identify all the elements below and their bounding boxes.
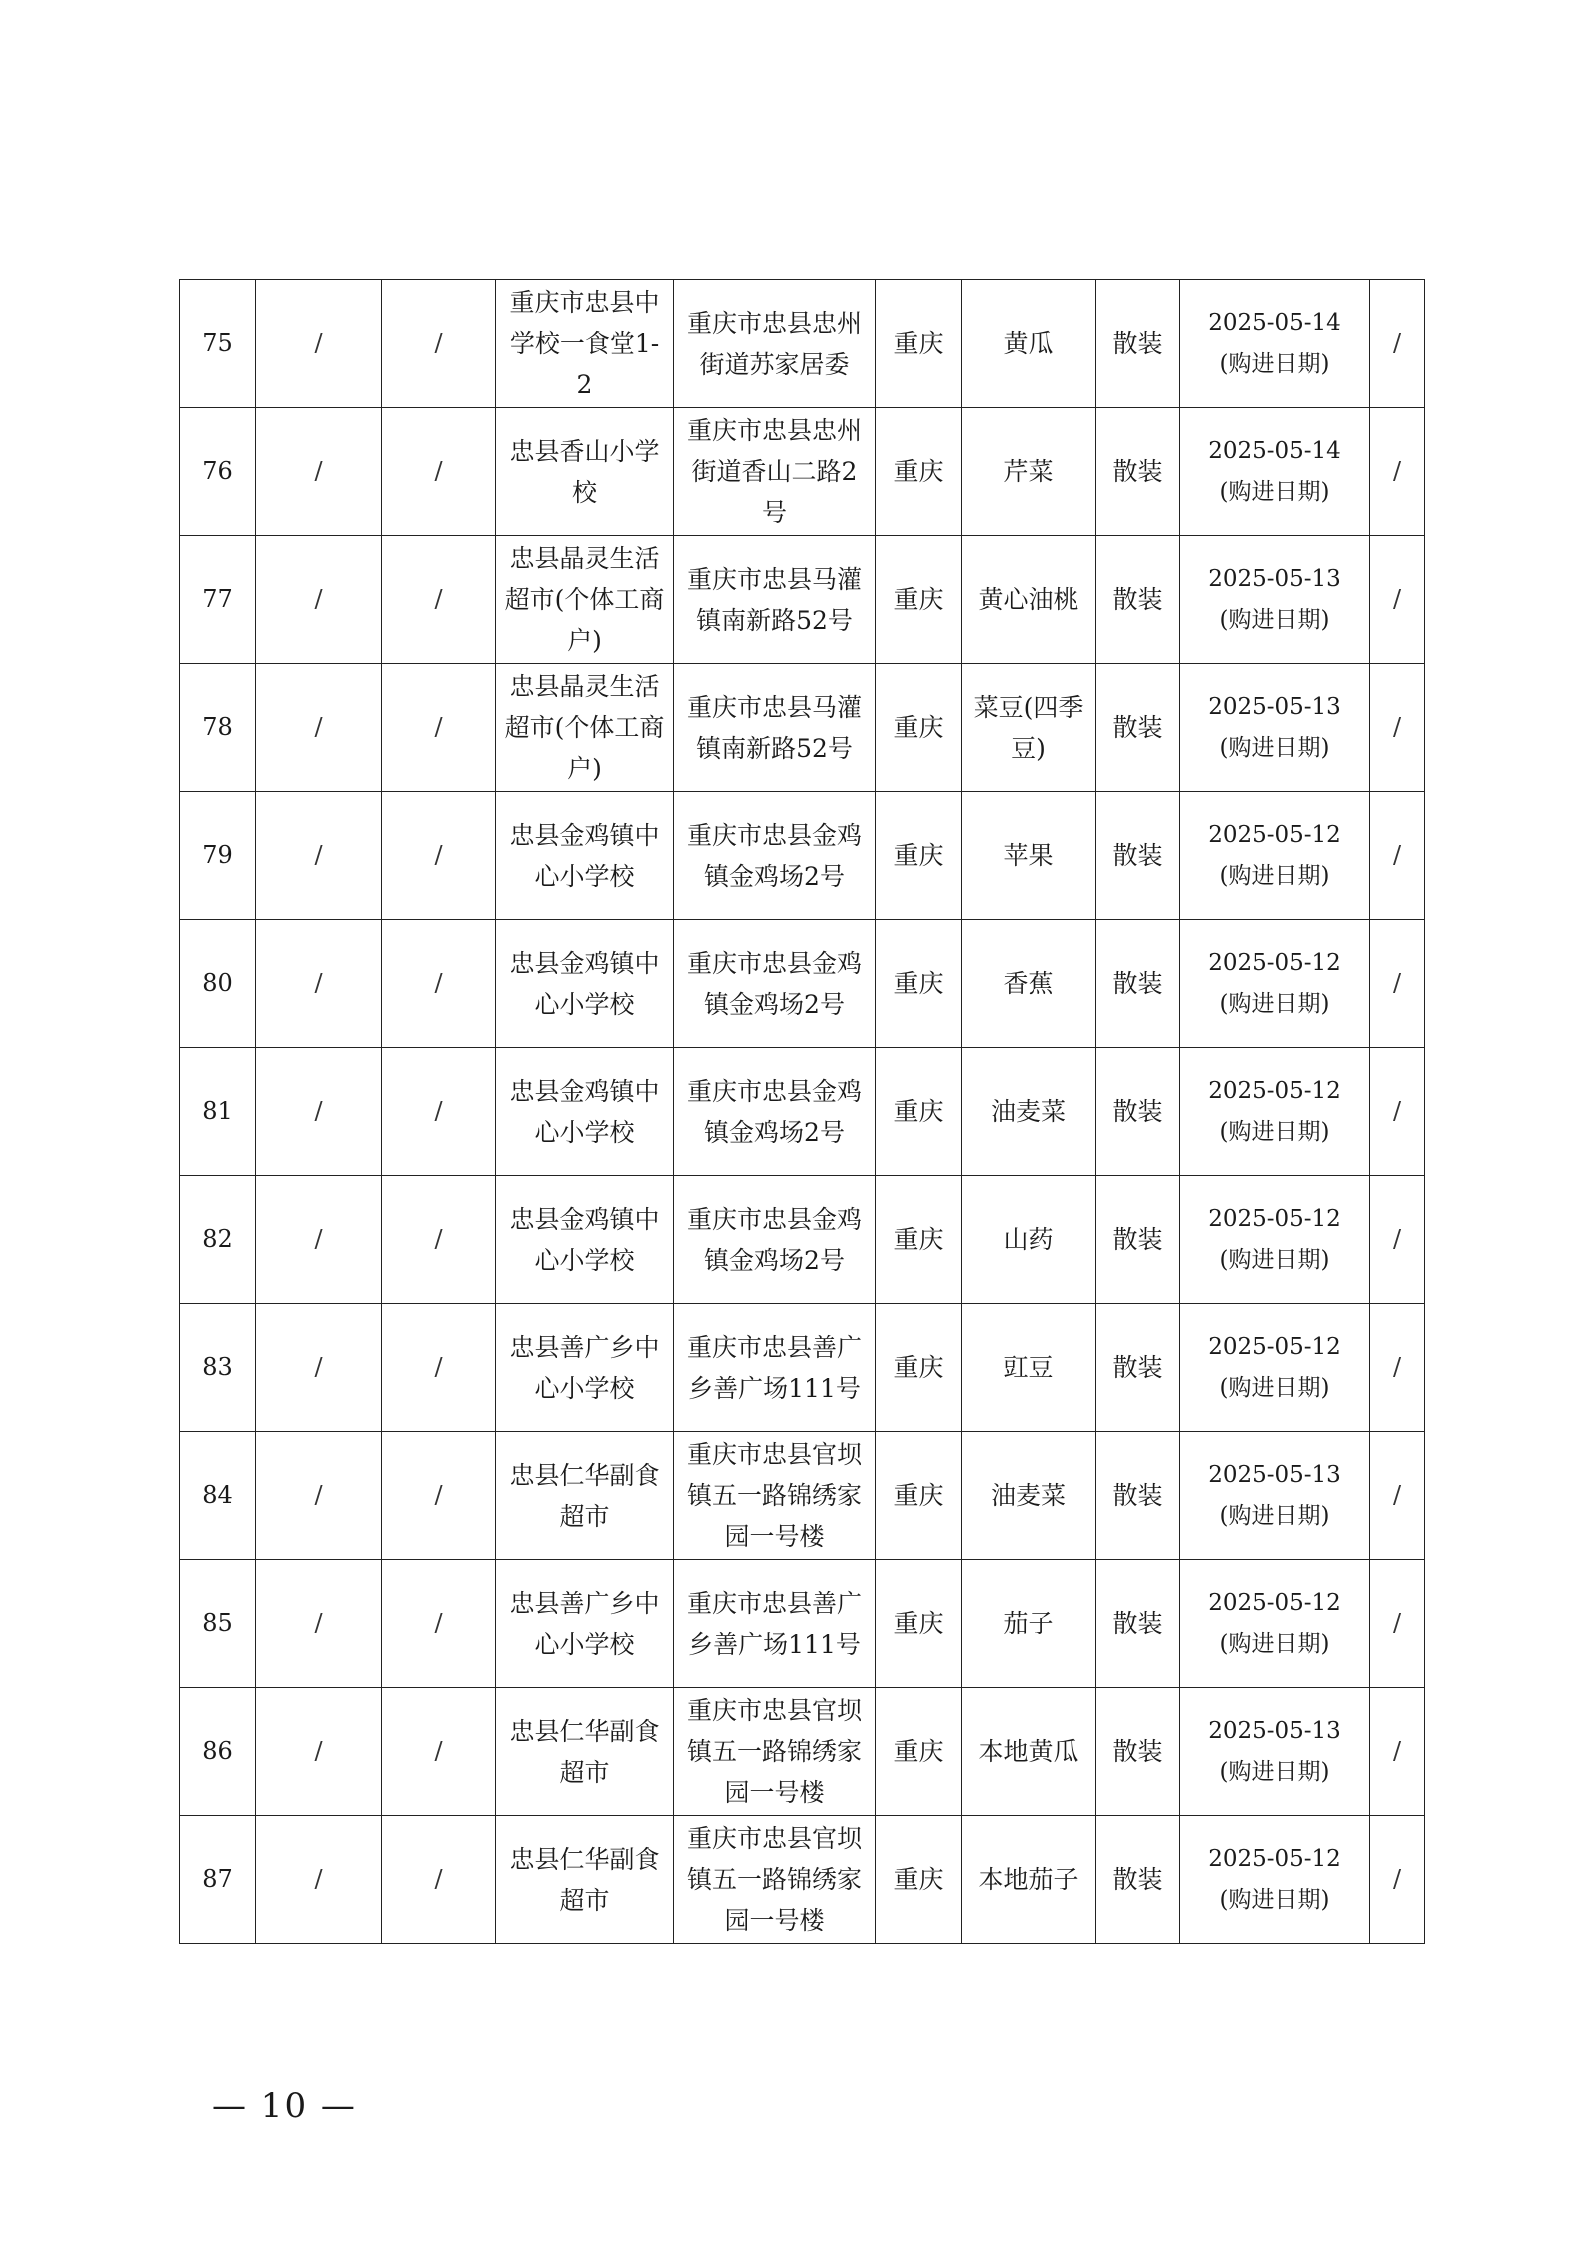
- cell-sampled-unit: 忠县香山小学校: [496, 408, 674, 536]
- cell-column-2: /: [256, 664, 382, 792]
- date-note: (购进日期): [1219, 862, 1330, 889]
- cell-region: 重庆: [876, 664, 962, 792]
- date-value: 2025-05-14: [1208, 309, 1341, 336]
- cell-column-3: /: [382, 408, 496, 536]
- date-value: 2025-05-12: [1208, 1077, 1341, 1104]
- cell-date: [1180, 1816, 1370, 1944]
- cell-date: [1180, 1560, 1370, 1688]
- cell-sampled-unit: 忠县晶灵生活超市(个体工商户): [496, 664, 674, 792]
- date-note: (购进日期): [1219, 1118, 1330, 1145]
- cell-column-3: /: [382, 664, 496, 792]
- sampling-results-table: [179, 279, 1425, 1944]
- cell-column-2: /: [256, 1048, 382, 1176]
- date-note: (购进日期): [1219, 606, 1330, 633]
- cell-serial-number: 75: [180, 280, 256, 408]
- cell-packaging: 散装: [1096, 1688, 1180, 1816]
- cell-region: 重庆: [876, 1816, 962, 1944]
- cell-region: 重庆: [876, 536, 962, 664]
- date-note: (购进日期): [1219, 1502, 1330, 1529]
- cell-packaging: 散装: [1096, 1048, 1180, 1176]
- cell-column-3: /: [382, 536, 496, 664]
- cell-column-3: /: [382, 792, 496, 920]
- cell-unit-address: 重庆市忠县官坝镇五一路锦绣家园一号楼: [674, 1816, 876, 1944]
- date-note: (购进日期): [1219, 734, 1330, 761]
- cell-sampled-unit: 忠县金鸡镇中心小学校: [496, 920, 674, 1048]
- date-value: 2025-05-12: [1208, 1333, 1341, 1360]
- cell-region: 重庆: [876, 1560, 962, 1688]
- cell-unit-address: 重庆市忠县金鸡镇金鸡场2号: [674, 792, 876, 920]
- cell-date: [1180, 1688, 1370, 1816]
- cell-column-2: /: [256, 1304, 382, 1432]
- cell-date: [1180, 792, 1370, 920]
- cell-region: 重庆: [876, 1688, 962, 1816]
- cell-packaging: 散装: [1096, 408, 1180, 536]
- table-row: [180, 1688, 1425, 1816]
- cell-packaging: 散装: [1096, 536, 1180, 664]
- cell-column-3: /: [382, 1688, 496, 1816]
- date-value: 2025-05-13: [1208, 1717, 1341, 1744]
- cell-serial-number: 82: [180, 1176, 256, 1304]
- cell-packaging: 散装: [1096, 1176, 1180, 1304]
- cell-last-column: /: [1370, 1432, 1425, 1560]
- cell-food-name: 山药: [962, 1176, 1096, 1304]
- cell-last-column: /: [1370, 1176, 1425, 1304]
- cell-serial-number: 77: [180, 536, 256, 664]
- cell-sampled-unit: 重庆市忠县中学校一食堂1-2: [496, 280, 674, 408]
- cell-unit-address: 重庆市忠县忠州街道香山二路2号: [674, 408, 876, 536]
- cell-column-2: /: [256, 280, 382, 408]
- cell-food-name: 油麦菜: [962, 1048, 1096, 1176]
- cell-food-name: 黄心油桃: [962, 536, 1096, 664]
- page-number: — 10 —: [212, 2086, 357, 2126]
- cell-last-column: /: [1370, 1304, 1425, 1432]
- cell-unit-address: 重庆市忠县善广乡善广场111号: [674, 1560, 876, 1688]
- cell-food-name: 芹菜: [962, 408, 1096, 536]
- cell-food-name: 本地黄瓜: [962, 1688, 1096, 1816]
- cell-date: [1180, 1176, 1370, 1304]
- table-row: [180, 920, 1425, 1048]
- table-row: [180, 1560, 1425, 1688]
- cell-column-2: /: [256, 1560, 382, 1688]
- cell-region: 重庆: [876, 792, 962, 920]
- cell-date: [1180, 1304, 1370, 1432]
- cell-serial-number: 87: [180, 1816, 256, 1944]
- table-row: [180, 792, 1425, 920]
- cell-packaging: 散装: [1096, 280, 1180, 408]
- table-row: [180, 1304, 1425, 1432]
- date-value: 2025-05-13: [1208, 693, 1341, 720]
- cell-sampled-unit: 忠县金鸡镇中心小学校: [496, 792, 674, 920]
- table-row: [180, 408, 1425, 536]
- date-note: (购进日期): [1219, 1374, 1330, 1401]
- date-value: 2025-05-13: [1208, 1461, 1341, 1488]
- cell-last-column: /: [1370, 920, 1425, 1048]
- cell-unit-address: 重庆市忠县善广乡善广场111号: [674, 1304, 876, 1432]
- date-value: 2025-05-14: [1208, 437, 1341, 464]
- date-value: 2025-05-12: [1208, 1589, 1341, 1616]
- cell-region: 重庆: [876, 1048, 962, 1176]
- cell-column-2: /: [256, 920, 382, 1048]
- table-row: [180, 664, 1425, 792]
- cell-food-name: 豇豆: [962, 1304, 1096, 1432]
- cell-packaging: 散装: [1096, 1816, 1180, 1944]
- cell-serial-number: 86: [180, 1688, 256, 1816]
- cell-column-2: /: [256, 536, 382, 664]
- cell-last-column: /: [1370, 1048, 1425, 1176]
- table-row: [180, 1816, 1425, 1944]
- date-value: 2025-05-12: [1208, 821, 1341, 848]
- table-body: [180, 280, 1425, 1944]
- cell-column-3: /: [382, 1560, 496, 1688]
- cell-food-name: 茄子: [962, 1560, 1096, 1688]
- cell-column-2: /: [256, 792, 382, 920]
- cell-serial-number: 81: [180, 1048, 256, 1176]
- cell-column-3: /: [382, 1304, 496, 1432]
- date-note: (购进日期): [1219, 478, 1330, 505]
- table-row: [180, 536, 1425, 664]
- cell-region: 重庆: [876, 280, 962, 408]
- date-note: (购进日期): [1219, 1246, 1330, 1273]
- cell-column-3: /: [382, 1432, 496, 1560]
- cell-food-name: 菜豆(四季豆): [962, 664, 1096, 792]
- date-value: 2025-05-12: [1208, 1205, 1341, 1232]
- cell-food-name: 黄瓜: [962, 280, 1096, 408]
- cell-column-2: /: [256, 1176, 382, 1304]
- cell-packaging: 散装: [1096, 1304, 1180, 1432]
- cell-region: 重庆: [876, 1176, 962, 1304]
- cell-packaging: 散装: [1096, 1432, 1180, 1560]
- cell-unit-address: 重庆市忠县忠州街道苏家居委: [674, 280, 876, 408]
- date-value: 2025-05-13: [1208, 565, 1341, 592]
- cell-packaging: 散装: [1096, 792, 1180, 920]
- cell-unit-address: 重庆市忠县金鸡镇金鸡场2号: [674, 1048, 876, 1176]
- cell-last-column: /: [1370, 280, 1425, 408]
- cell-sampled-unit: 忠县金鸡镇中心小学校: [496, 1048, 674, 1176]
- cell-column-3: /: [382, 920, 496, 1048]
- cell-serial-number: 79: [180, 792, 256, 920]
- cell-last-column: /: [1370, 408, 1425, 536]
- cell-serial-number: 85: [180, 1560, 256, 1688]
- cell-serial-number: 83: [180, 1304, 256, 1432]
- cell-sampled-unit: 忠县晶灵生活超市(个体工商户): [496, 536, 674, 664]
- cell-serial-number: 78: [180, 664, 256, 792]
- cell-region: 重庆: [876, 1304, 962, 1432]
- date-note: (购进日期): [1219, 1886, 1330, 1913]
- cell-packaging: 散装: [1096, 1560, 1180, 1688]
- cell-region: 重庆: [876, 408, 962, 536]
- cell-last-column: /: [1370, 1688, 1425, 1816]
- date-note: (购进日期): [1219, 1630, 1330, 1657]
- cell-date: [1180, 664, 1370, 792]
- cell-sampled-unit: 忠县善广乡中心小学校: [496, 1304, 674, 1432]
- cell-food-name: 本地茄子: [962, 1816, 1096, 1944]
- cell-sampled-unit: 忠县仁华副食超市: [496, 1688, 674, 1816]
- cell-region: 重庆: [876, 920, 962, 1048]
- date-note: (购进日期): [1219, 1758, 1330, 1785]
- cell-food-name: 香蕉: [962, 920, 1096, 1048]
- cell-unit-address: 重庆市忠县官坝镇五一路锦绣家园一号楼: [674, 1432, 876, 1560]
- date-value: 2025-05-12: [1208, 949, 1341, 976]
- cell-date: [1180, 1048, 1370, 1176]
- date-note: (购进日期): [1219, 350, 1330, 377]
- cell-sampled-unit: 忠县仁华副食超市: [496, 1432, 674, 1560]
- cell-last-column: /: [1370, 792, 1425, 920]
- cell-food-name: 油麦菜: [962, 1432, 1096, 1560]
- cell-last-column: /: [1370, 1560, 1425, 1688]
- table-row: [180, 1048, 1425, 1176]
- table-row: [180, 280, 1425, 408]
- cell-sampled-unit: 忠县善广乡中心小学校: [496, 1560, 674, 1688]
- cell-date: [1180, 536, 1370, 664]
- cell-unit-address: 重庆市忠县官坝镇五一路锦绣家园一号楼: [674, 1688, 876, 1816]
- date-value: 2025-05-12: [1208, 1845, 1341, 1872]
- cell-packaging: 散装: [1096, 664, 1180, 792]
- cell-last-column: /: [1370, 536, 1425, 664]
- cell-column-3: /: [382, 280, 496, 408]
- cell-unit-address: 重庆市忠县马灌镇南新路52号: [674, 536, 876, 664]
- cell-column-2: /: [256, 1816, 382, 1944]
- date-note: (购进日期): [1219, 990, 1330, 1017]
- cell-date: [1180, 920, 1370, 1048]
- cell-unit-address: 重庆市忠县金鸡镇金鸡场2号: [674, 920, 876, 1048]
- cell-packaging: 散装: [1096, 920, 1180, 1048]
- cell-last-column: /: [1370, 1816, 1425, 1944]
- cell-date: [1180, 408, 1370, 536]
- cell-serial-number: 84: [180, 1432, 256, 1560]
- table-row: [180, 1176, 1425, 1304]
- cell-column-2: /: [256, 1432, 382, 1560]
- cell-sampled-unit: 忠县金鸡镇中心小学校: [496, 1176, 674, 1304]
- cell-last-column: /: [1370, 664, 1425, 792]
- cell-unit-address: 重庆市忠县金鸡镇金鸡场2号: [674, 1176, 876, 1304]
- table-row: [180, 1432, 1425, 1560]
- cell-column-3: /: [382, 1176, 496, 1304]
- cell-column-3: /: [382, 1816, 496, 1944]
- cell-food-name: 苹果: [962, 792, 1096, 920]
- cell-column-3: /: [382, 1048, 496, 1176]
- cell-region: 重庆: [876, 1432, 962, 1560]
- cell-date: [1180, 1432, 1370, 1560]
- cell-column-2: /: [256, 1688, 382, 1816]
- cell-unit-address: 重庆市忠县马灌镇南新路52号: [674, 664, 876, 792]
- cell-column-2: /: [256, 408, 382, 536]
- cell-sampled-unit: 忠县仁华副食超市: [496, 1816, 674, 1944]
- cell-date: [1180, 280, 1370, 408]
- cell-serial-number: 76: [180, 408, 256, 536]
- cell-serial-number: 80: [180, 920, 256, 1048]
